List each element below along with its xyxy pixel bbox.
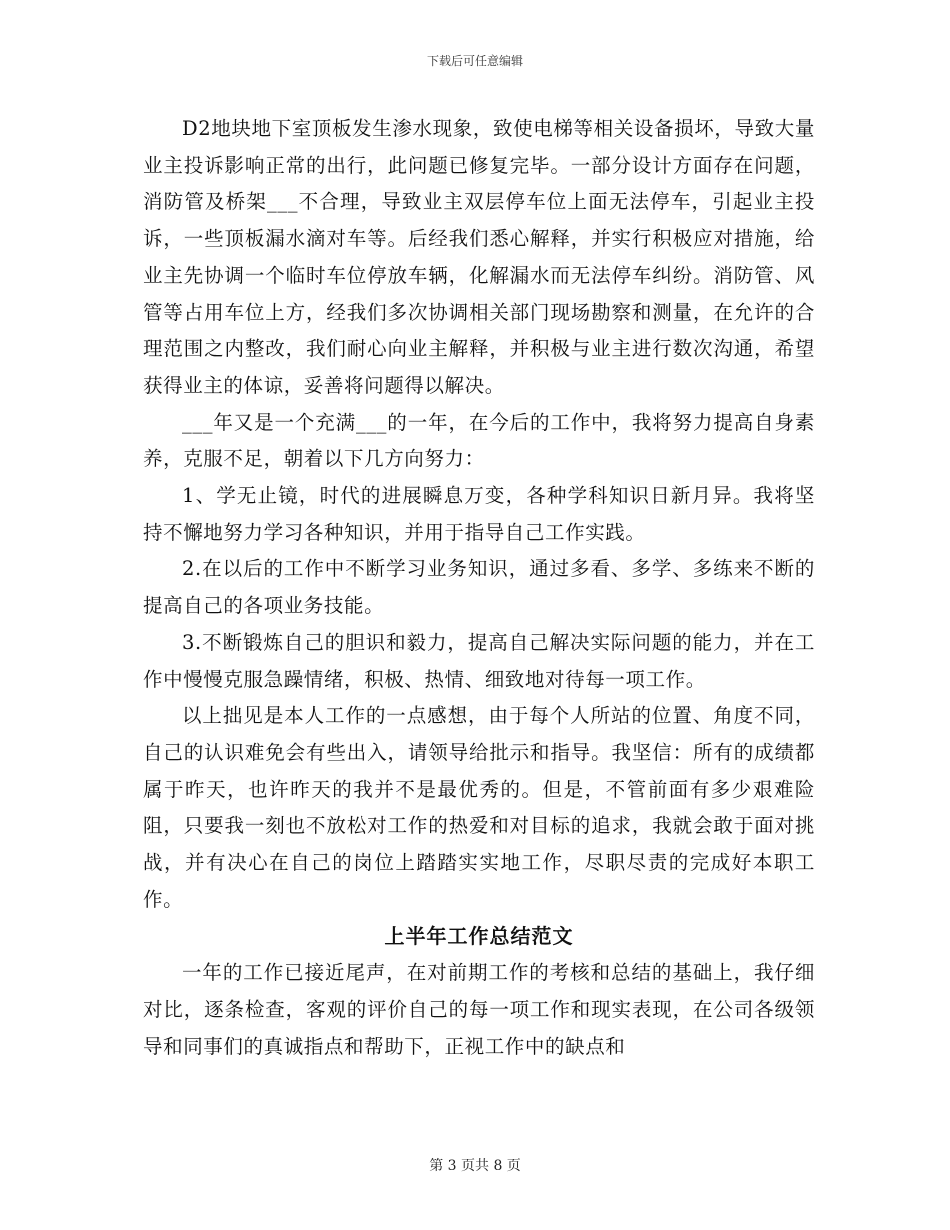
list-item-2: 2.在以后的工作中不断学习业务知识，通过多看、多学、多练来不断的提高自己的各项业务技能。 (143, 557, 815, 618)
paragraph-closing-remarks: 以上拙见是本人工作的一点感想，由于每个人所站的位置、角度不同，自己的认识难免会有些出入，请领导给批示和指导。我坚信：所有的成绩都属于昨天，也许昨天的我并不是最优秀的。但是，不管前面有多少艰难险阻，只要我一刻也不放松对工作的热爱和对目标的追求，我就会敢于面对挑战，并有决心在自己的岗位上踏踏实实地工作，尽职尽责的完成好本职工作。 (143, 704, 815, 911)
section-title: 上半年工作总结范文 (384, 924, 574, 949)
page-number: 第 3 页共 8 页 (429, 1158, 521, 1174)
page-header-note: 下载后可任意编辑 (426, 54, 523, 68)
paragraph-section-intro: 一年的工作已接近尾声，在对前期工作的考核和总结的基础上，我仔细对比，逐条检查，客观的评价自己的每一项工作和现实表现，在公司各级领导和同事们的真诚指点和帮助下，正视工作中的缺点和 (143, 961, 815, 1058)
document-body (143, 111, 815, 1065)
paragraph-next-year-goals: ___年又是一个充满___的一年，在今后的工作中，我将努力提高自身素养，克服不足，朝着以下几方向努力： (143, 410, 815, 471)
list-item-1: 1、学无止镜，时代的进展瞬息万变，各种学科知识日新月异。我将坚持不懈地努力学习各种知识，并用于指导自己工作实践。 (143, 484, 815, 544)
paragraph-basement-leak: D2地块地下室顶板发生渗水现象，致使电梯等相关设备损坏，导致大量业主投诉影响正常的出行，此问题已修复完毕。一部分设计方面存在问题，消防管及桥架___不合理，导致业主双层停车位上面无法停车，引起业主投诉，一些顶板漏水滴对车等。后经我们悉心解释，并实行积极应对措施，给业主先协调一个临时车位停放车辆，化解漏水而无法停车纠纷。消防管、风管等占用车位上方，经我们多次协调相关部门现场勘察和测量，在允许的合理范围之内整改，我们耐心向业主解释，并积极与业主进行数次沟通，希望获得业主的体谅，妥善将问题得以解决。 (143, 117, 815, 397)
list-item-3: 3.不断锻炼自己的胆识和毅力，提高自己解决实际问题的能力，并在工作中慢慢克服急躁情绪，积极、热情、细致地对待每一项工作。 (143, 630, 815, 691)
